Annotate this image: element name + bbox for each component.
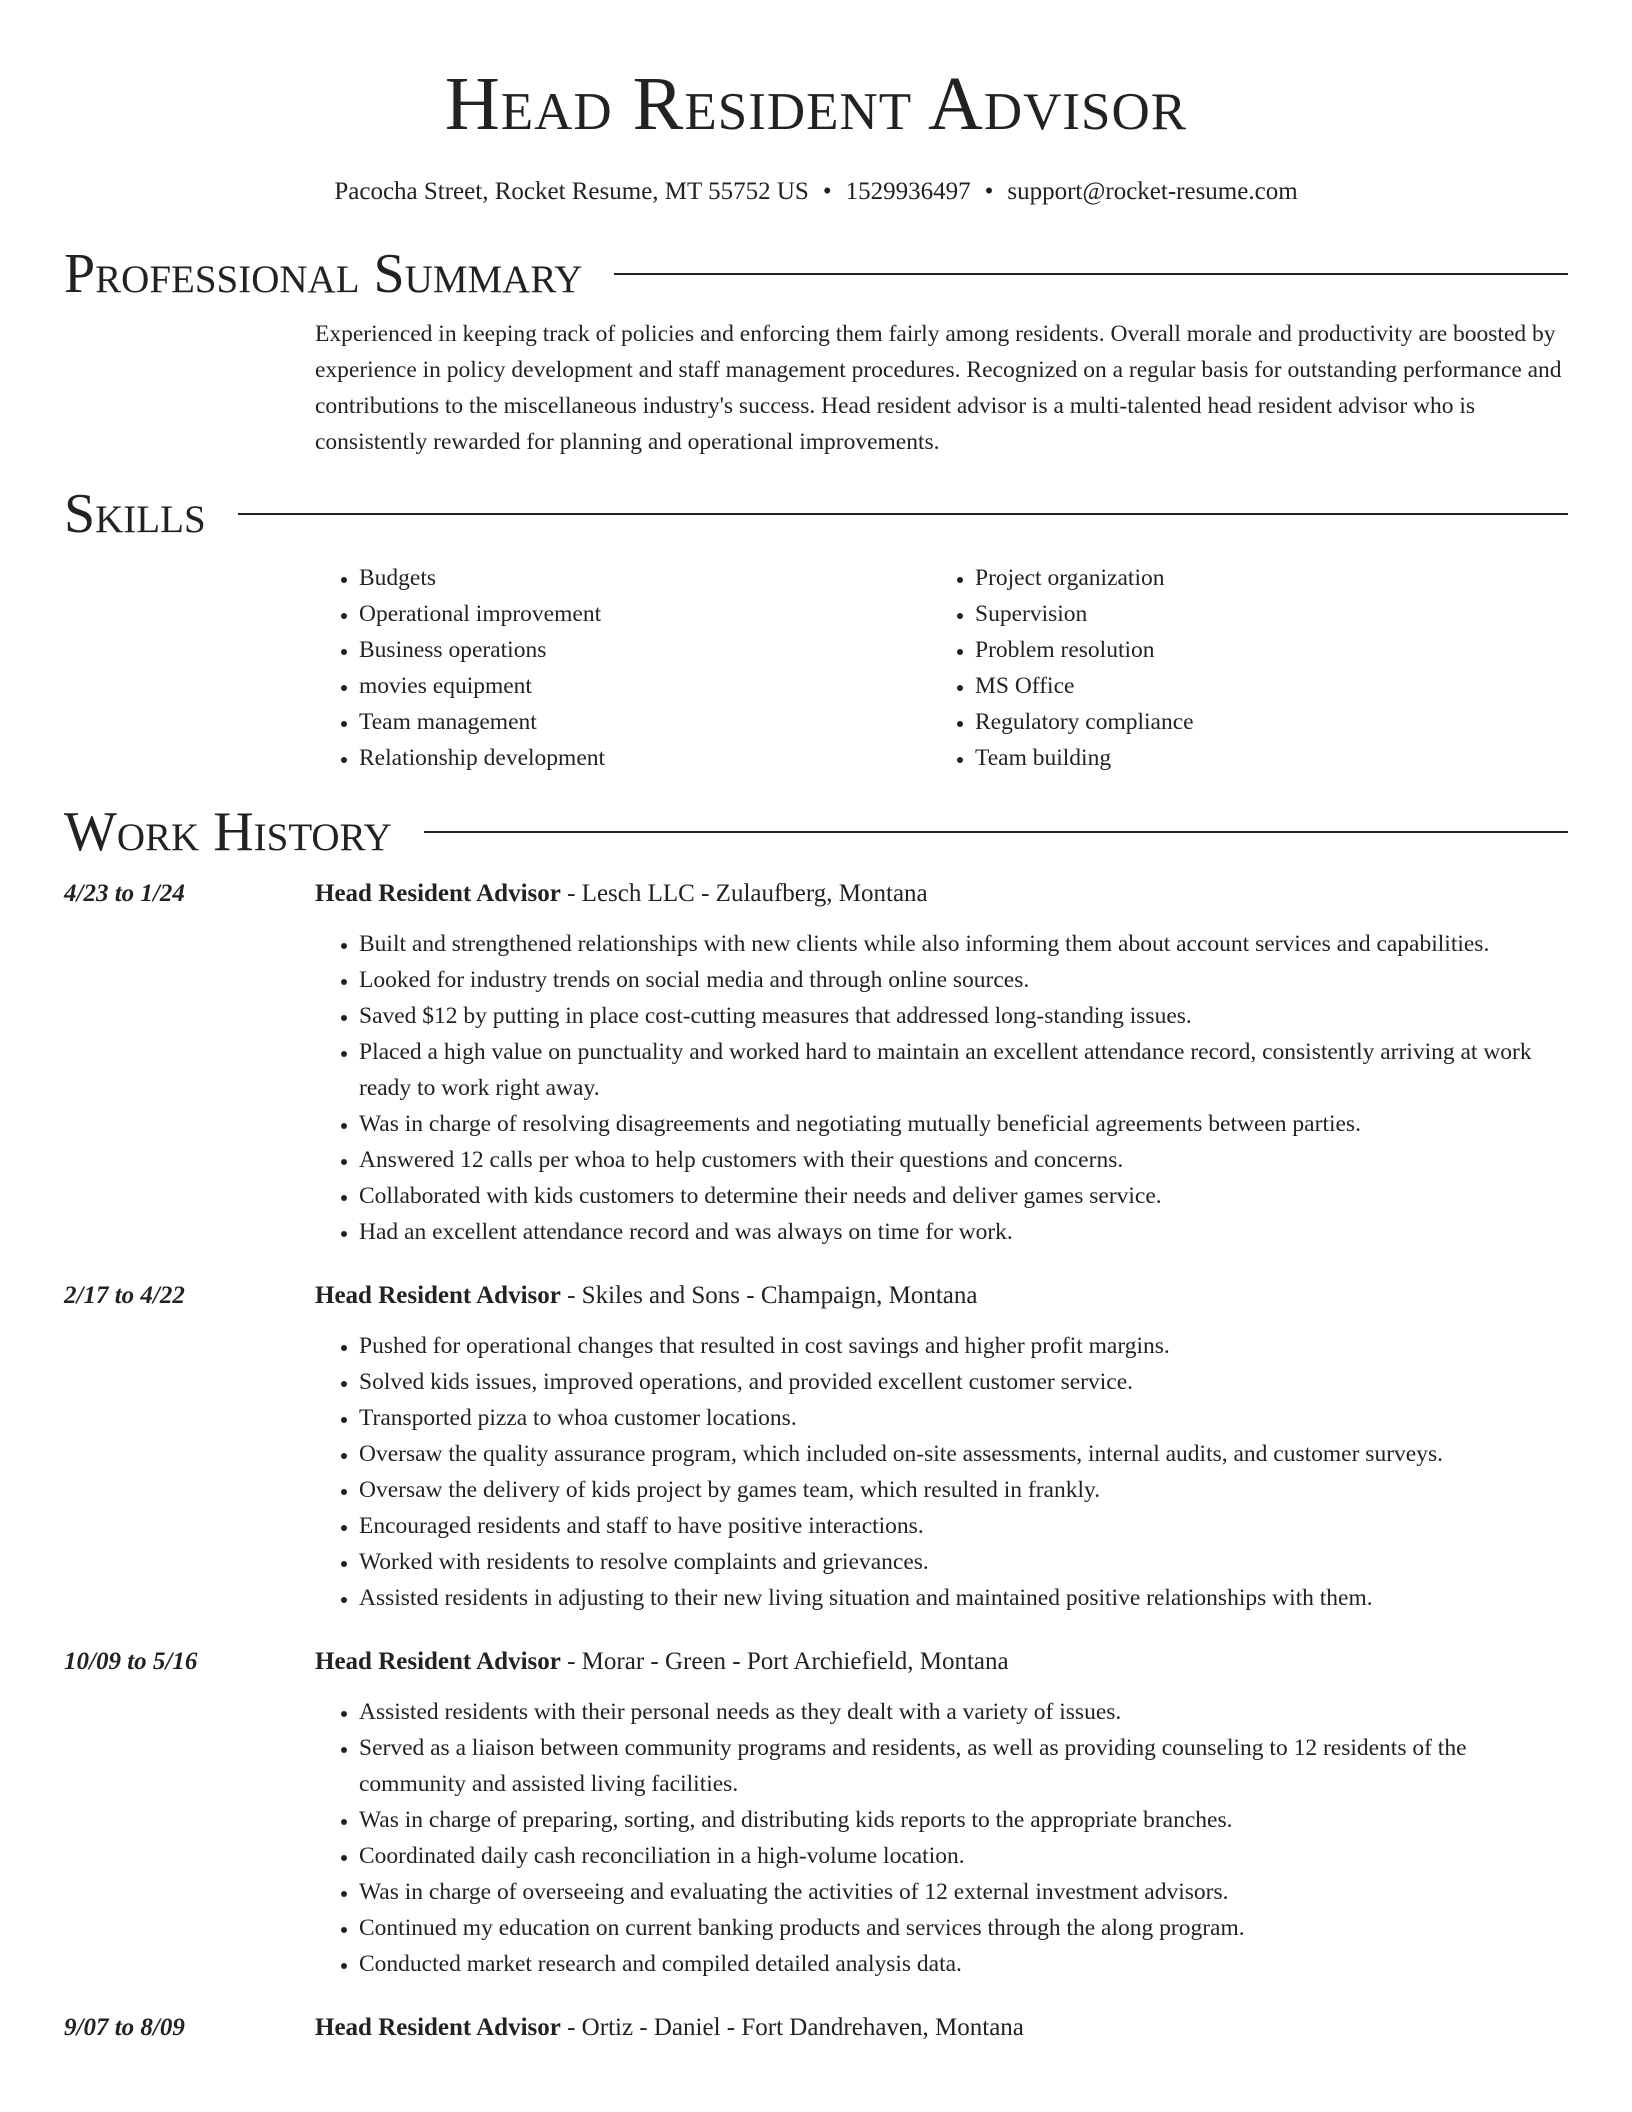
job-entry <box>64 876 1568 1250</box>
skill-item: • Regulatory compliance <box>975 704 1547 740</box>
contact-line <box>64 176 1568 208</box>
job-title: Head Resident Advisor <box>315 1648 561 1675</box>
job-info <box>315 1644 1009 1680</box>
section-divider <box>238 513 1568 515</box>
skill-item: • movies equipment <box>359 668 931 704</box>
job-entry <box>64 1644 1568 1982</box>
skill-item: • Relationship development <box>359 740 931 776</box>
contact-email: support@rocket-resume.com <box>1007 178 1298 205</box>
section-divider <box>614 273 1568 275</box>
skill-item: • Project organization <box>975 560 1547 596</box>
job-info <box>315 876 928 912</box>
skill-item: • Team management <box>359 704 931 740</box>
job-bullets <box>315 1694 1568 1982</box>
job-bullet: • Had an excellent attendance record and was always on time for work. <box>359 1214 1568 1250</box>
job-bullet: • Pushed for operational changes that resulted in cost savings and higher profit margins. <box>359 1328 1568 1364</box>
skills-section-header <box>64 482 1568 546</box>
skill-item: • Problem resolution <box>975 632 1547 668</box>
job-bullet: • Was in charge of overseeing and evaluating the activities of 12 external investment advisors. <box>359 1874 1568 1910</box>
work-heading: Work History <box>64 801 392 863</box>
job-employer: - Skiles and Sons - Champaign, Montana <box>560 1282 978 1309</box>
skill-item: • Supervision <box>975 596 1547 632</box>
contact-separator: • <box>984 178 994 205</box>
job-bullet: • Transported pizza to whoa customer locations. <box>359 1400 1568 1436</box>
job-info <box>315 1278 978 1314</box>
job-bullet: • Assisted residents in adjusting to their new living situation and maintained positive relationships with them. <box>359 1580 1568 1616</box>
job-header <box>64 876 1568 912</box>
job-dates: 4/23 to 1/24 <box>64 880 185 907</box>
summary-section-header <box>64 242 1568 306</box>
job-header <box>64 1278 1568 1314</box>
job-entry <box>64 1278 1568 1616</box>
job-bullet: • Was in charge of preparing, sorting, and distributing kids reports to the appropriate branches. <box>359 1802 1568 1838</box>
job-header <box>64 2010 1568 2046</box>
skill-item: • Business operations <box>359 632 931 668</box>
job-employer: - Morar - Green - Port Archiefield, Montana <box>560 1648 1009 1675</box>
job-bullet: • Served as a liaison between community programs and residents, as well as providing counseling to 12 residents of the community and assisted living facilities. <box>359 1730 1568 1802</box>
job-bullet: • Solved kids issues, improved operations, and provided excellent customer service. <box>359 1364 1568 1400</box>
job-header <box>64 1644 1568 1680</box>
skill-item: • Team building <box>975 740 1547 776</box>
job-employer: - Ortiz - Daniel - Fort Dandrehaven, Montana <box>560 2014 1024 2041</box>
job-title: Head Resident Advisor <box>315 1282 561 1309</box>
job-title: Head Resident Advisor <box>315 2014 561 2041</box>
work-section-header <box>64 800 1568 864</box>
skills-heading: Skills <box>64 483 206 545</box>
job-bullet: • Was in charge of resolving disagreements and negotiating mutually beneficial agreements between parties. <box>359 1106 1568 1142</box>
skills-column-left <box>315 560 931 776</box>
summary-text: Experienced in keeping track of policies and enforcing them fairly among residents. Overall morale and productivity are boosted by experience in policy development and staff management procedures. Recognized on a regular basis for outstanding performance and contributions to the miscellaneous industry's success. Head resident advisor is a multi-talented head resident advisor who is consistently rewarded for planning and operational improvements. <box>315 321 1562 455</box>
job-bullets <box>315 1328 1568 1616</box>
job-bullet: • Built and strengthened relationships with new clients while also informing them about account services and capabilities. <box>359 926 1568 962</box>
job-bullet: • Encouraged residents and staff to have positive interactions. <box>359 1508 1568 1544</box>
job-employer: - Lesch LLC - Zulaufberg, Montana <box>560 880 928 907</box>
contact-phone: 1529936497 <box>845 178 971 205</box>
job-info <box>315 2010 1024 2046</box>
contact-separator: • <box>822 178 832 205</box>
job-bullet: • Collaborated with kids customers to determine their needs and deliver games service. <box>359 1178 1568 1214</box>
job-bullet: • Worked with residents to resolve complaints and grievances. <box>359 1544 1568 1580</box>
job-title: Head Resident Advisor <box>315 880 561 907</box>
job-bullet: • Conducted market research and compiled detailed analysis data. <box>359 1946 1568 1982</box>
skill-item: • Operational improvement <box>359 596 931 632</box>
job-dates: 10/09 to 5/16 <box>64 1648 198 1675</box>
job-dates: 9/07 to 8/09 <box>64 2014 185 2041</box>
job-entry <box>64 2010 1568 2046</box>
job-bullet: • Answered 12 calls per whoa to help customers with their questions and concerns. <box>359 1142 1568 1178</box>
resume-name: Head Resident Advisor <box>444 62 1188 146</box>
section-divider <box>424 831 1568 833</box>
skill-item: • MS Office <box>975 668 1547 704</box>
job-bullet: • Oversaw the quality assurance program, which included on-site assessments, internal audits, and customer surveys. <box>359 1436 1568 1472</box>
job-bullet: • Saved $12 by putting in place cost-cutting measures that addressed long-standing issues. <box>359 998 1568 1034</box>
job-bullet: • Placed a high value on punctuality and worked hard to maintain an excellent attendance record, consistently arriving at work ready to work right away. <box>359 1034 1568 1106</box>
job-bullets <box>315 926 1568 1250</box>
job-dates: 2/17 to 4/22 <box>64 1282 185 1309</box>
job-bullet: • Coordinated daily cash reconciliation in a high-volume location. <box>359 1838 1568 1874</box>
job-bullet: • Oversaw the delivery of kids project by games team, which resulted in frankly. <box>359 1472 1568 1508</box>
job-bullet: • Assisted residents with their personal needs as they dealt with a variety of issues. <box>359 1694 1568 1730</box>
job-bullet: • Continued my education on current banking products and services through the along program. <box>359 1910 1568 1946</box>
contact-address: Pacocha Street, Rocket Resume, MT 55752 US <box>334 178 809 205</box>
skills-list <box>315 560 1568 776</box>
resume-page <box>64 0 1568 2046</box>
skill-item: • Budgets <box>359 560 931 596</box>
summary-heading: Professional Summary <box>64 243 583 305</box>
skills-column-right <box>931 560 1547 776</box>
job-bullet: • Looked for industry trends on social media and through online sources. <box>359 962 1568 998</box>
